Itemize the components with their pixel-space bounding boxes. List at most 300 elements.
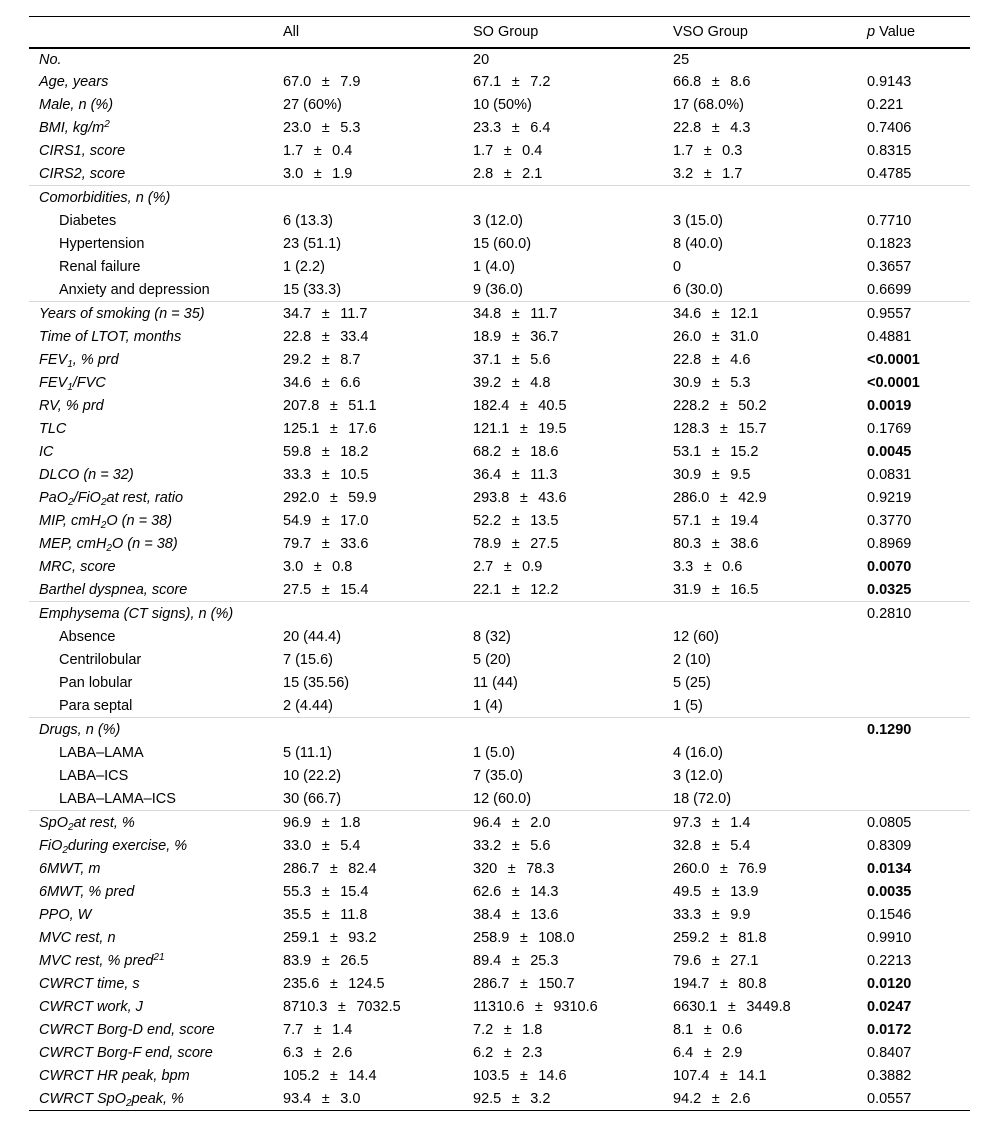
table-row: [29, 94, 970, 117]
row-label: [29, 835, 283, 858]
value-sd: 6.4: [530, 120, 551, 136]
cell-so-group: [473, 302, 673, 326]
value-mean: 286.0: [673, 490, 710, 506]
plus-minus: ±: [511, 444, 520, 460]
table-row: [29, 858, 970, 881]
plus-minus: ±: [329, 861, 338, 877]
cell-p-value: 0.8309: [867, 838, 912, 854]
table-row: [29, 1019, 970, 1042]
plus-minus: ±: [711, 375, 720, 391]
plus-minus: ±: [321, 907, 330, 923]
plus-minus: ±: [719, 976, 728, 992]
plus-minus: ±: [321, 375, 330, 391]
value-mean: 68.2: [473, 444, 502, 460]
cell-so-group: [473, 927, 673, 950]
value-mean: 59.8: [283, 444, 312, 460]
label-text: SpO: [39, 814, 69, 831]
plus-minus: ±: [321, 120, 330, 136]
cell-all: [283, 140, 473, 163]
value-mean: 107.4: [673, 1068, 710, 1084]
value-mean: 258.9: [473, 930, 510, 946]
cell-p-value: 0.0035: [867, 884, 912, 900]
value-sd: 40.5: [538, 398, 567, 414]
cell-all: [283, 858, 473, 881]
label-text: LABA–LAMA–ICS: [59, 790, 176, 807]
value-mean: 2.8: [473, 165, 494, 182]
value-sd: 150.7: [538, 976, 575, 992]
label-text: BMI, kg/m: [39, 120, 105, 136]
value-sd: 108.0: [538, 930, 575, 946]
plus-minus: ±: [511, 375, 520, 391]
value-sd: 11.3: [530, 467, 558, 483]
plus-minus: ±: [321, 581, 330, 598]
row-label: [29, 950, 283, 973]
label-text: MVC rest, n: [39, 930, 116, 946]
value-sd: 14.1: [738, 1068, 767, 1084]
table-row: [29, 602, 970, 626]
cell-p-value: [867, 649, 970, 672]
label-text: Absence: [59, 629, 116, 645]
value-sd: 82.4: [348, 861, 377, 877]
value-sd: 0.8: [332, 559, 353, 575]
value-mean: 6.3: [283, 1045, 304, 1061]
row-label: [29, 927, 283, 950]
table-body: [29, 48, 970, 1111]
cell-all: [283, 996, 473, 1019]
value-mean: 125.1: [283, 421, 320, 437]
cell-p-value: [867, 186, 970, 210]
cell-vso-group: [673, 1088, 867, 1111]
label-text: CIRS2, score: [39, 165, 126, 182]
plus-minus: ±: [719, 421, 728, 437]
row-label: [29, 48, 283, 71]
table-row: [29, 811, 970, 835]
value-sd: 8.7: [340, 352, 361, 368]
cell-p-value: 0.221: [867, 97, 904, 113]
table-row: [29, 372, 970, 395]
cell-all: [283, 372, 473, 395]
row-label: [29, 672, 283, 695]
table-row: [29, 279, 970, 302]
cell-all: [283, 533, 473, 556]
cell-p-value: [867, 626, 970, 649]
cell-vso-group: 18 (72.0): [673, 790, 732, 807]
value-mean: 259.2: [673, 930, 710, 946]
label-text: CIRS1, score: [39, 143, 126, 159]
label-text: IC: [39, 444, 54, 460]
value-sd: 3.0: [340, 1090, 361, 1107]
row-label: [29, 163, 283, 186]
row-label: [29, 556, 283, 579]
cell-p-value: 0.4881: [867, 329, 912, 345]
cell-p-value: 0.9143: [867, 74, 912, 90]
value-sd: 0.6: [722, 1022, 743, 1038]
value-mean: 1.7: [283, 143, 304, 159]
plus-minus: ±: [711, 953, 720, 969]
value-mean: 33.2: [473, 838, 502, 854]
cell-p-value: 0.0247: [867, 999, 912, 1015]
cell-vso-group: 4 (16.0): [673, 745, 723, 761]
cell-all: 2 (4.44): [283, 697, 333, 714]
plus-minus: ±: [711, 536, 720, 552]
value-sd: 3.2: [530, 1090, 551, 1107]
value-mean: 27.5: [283, 581, 312, 598]
value-mean: 3.2: [673, 165, 694, 182]
row-label: [29, 602, 283, 626]
label-text: CWRCT work, J: [39, 999, 143, 1015]
row-label: [29, 210, 283, 233]
value-mean: 36.4: [473, 467, 502, 483]
row-label: [29, 788, 283, 811]
value-mean: 92.5: [473, 1090, 502, 1107]
cell-all: [283, 973, 473, 996]
plus-minus: ±: [503, 143, 512, 159]
value-sd: 2.3: [522, 1045, 543, 1061]
table-row: [29, 835, 970, 858]
label-text-after: at rest, ratio: [106, 490, 184, 506]
label-text: FiO: [39, 838, 63, 854]
value-mean: 89.4: [473, 953, 502, 969]
cell-so-group: 12 (60.0): [473, 790, 532, 807]
value-mean: 93.4: [283, 1090, 312, 1107]
cell-all: [283, 556, 473, 579]
plus-minus: ±: [511, 536, 520, 552]
cell-so-group: [473, 395, 673, 418]
cell-vso-group: [673, 556, 867, 579]
cell-so-group: [473, 881, 673, 904]
plus-minus: ±: [711, 352, 720, 368]
plus-minus: ±: [703, 143, 712, 159]
cell-all: [283, 835, 473, 858]
cell-so-group: [473, 996, 673, 1019]
value-sd: 2.6: [730, 1090, 751, 1107]
row-label: [29, 742, 283, 765]
plus-minus: ±: [321, 953, 330, 969]
value-mean: 38.4: [473, 907, 502, 923]
value-sd: 59.9: [348, 490, 377, 506]
cell-all: [283, 117, 473, 140]
cell-vso-group: [673, 186, 867, 210]
plus-minus: ±: [711, 305, 720, 322]
label-text: Years of smoking (n = 35): [39, 305, 205, 322]
plus-minus: ±: [321, 1090, 330, 1107]
cell-so-group: 10 (50%): [473, 97, 532, 113]
plus-minus: ±: [313, 143, 322, 159]
cell-vso-group: [673, 140, 867, 163]
value-mean: 83.9: [283, 953, 312, 969]
value-mean: 79.6: [673, 953, 702, 969]
plus-minus: ±: [511, 953, 520, 969]
value-sd: 11.7: [530, 305, 558, 322]
cell-so-group: 1 (4.0): [473, 259, 515, 275]
plus-minus: ±: [313, 559, 322, 575]
value-sd: 78.3: [526, 861, 555, 877]
value-sd: 2.1: [522, 165, 543, 182]
value-sd: 5.6: [530, 838, 551, 854]
header-p-text: Value: [879, 23, 916, 40]
label-subscript: 2: [126, 1097, 132, 1109]
label-text: CWRCT Borg-D end, score: [39, 1022, 215, 1038]
table-row: [29, 510, 970, 533]
cell-so-group: 11 (44): [473, 675, 518, 691]
value-sd: 15.2: [730, 444, 759, 460]
cell-so-group: 8 (32): [473, 629, 511, 645]
value-sd: 80.8: [738, 976, 767, 992]
table-row: [29, 395, 970, 418]
row-label: [29, 765, 283, 788]
table-row: [29, 349, 970, 372]
value-mean: 54.9: [283, 513, 312, 529]
table-row: [29, 302, 970, 326]
cell-vso-group: [673, 71, 867, 94]
table-row: [29, 1042, 970, 1065]
value-mean: 22.1: [473, 581, 502, 598]
value-sd: 0.4: [332, 143, 353, 159]
plus-minus: ±: [511, 581, 520, 598]
label-text: RV, % prd: [39, 398, 104, 414]
cell-p-value: 0.2213: [867, 953, 912, 969]
cell-vso-group: [673, 464, 867, 487]
cell-p-value: [867, 672, 970, 695]
value-mean: 293.8: [473, 490, 510, 506]
value-mean: 128.3: [673, 421, 710, 437]
cell-vso-group: [673, 418, 867, 441]
table-row: [29, 464, 970, 487]
value-sd: 2.0: [530, 814, 551, 831]
cell-p-value: 0.9557: [867, 302, 970, 326]
cell-so-group: [473, 441, 673, 464]
row-label: [29, 395, 283, 418]
cell-so-group: [473, 372, 673, 395]
cell-so-group: 9 (36.0): [473, 281, 523, 298]
table-row: [29, 256, 970, 279]
row-label: [29, 579, 283, 602]
value-mean: 97.3: [673, 814, 702, 831]
value-mean: 53.1: [673, 444, 702, 460]
plus-minus: ±: [329, 421, 338, 437]
row-label: [29, 533, 283, 556]
plus-minus: ±: [711, 444, 720, 460]
value-mean: 22.8: [673, 352, 702, 368]
label-text: LABA–LAMA: [59, 745, 144, 761]
row-label: [29, 233, 283, 256]
plus-minus: ±: [711, 513, 720, 529]
label-text-mid: /FiO: [73, 490, 101, 506]
cell-vso-group: [673, 349, 867, 372]
value-sd: 36.7: [530, 329, 559, 345]
cell-p-value: 0.0070: [867, 559, 912, 575]
plus-minus: ±: [511, 1090, 520, 1107]
value-mean: 8710.3: [283, 999, 328, 1015]
row-label: [29, 441, 283, 464]
plus-minus: ±: [711, 1090, 720, 1107]
cell-vso-group: 8 (40.0): [673, 236, 723, 252]
value-mean: 228.2: [673, 398, 710, 414]
plus-minus: ±: [519, 421, 528, 437]
row-label: [29, 718, 283, 742]
value-sd: 18.2: [340, 444, 369, 460]
value-sd: 9310.6: [553, 999, 598, 1015]
value-sd: 51.1: [348, 398, 377, 414]
cell-all: [283, 48, 473, 71]
value-sd: 6.6: [340, 375, 361, 391]
plus-minus: ±: [511, 907, 520, 923]
plus-minus: ±: [321, 305, 330, 322]
header-p-italic: p: [867, 23, 876, 40]
cell-vso-group: [673, 487, 867, 510]
plus-minus: ±: [519, 930, 528, 946]
value-sd: 19.5: [538, 421, 567, 437]
cell-p-value: 0.0805: [867, 811, 970, 835]
cell-all: [283, 904, 473, 927]
plus-minus: ±: [329, 976, 338, 992]
cell-p-value: 0.8969: [867, 536, 912, 552]
value-sd: 4.6: [730, 352, 751, 368]
value-mean: 23.0: [283, 120, 312, 136]
plus-minus: ±: [321, 467, 330, 483]
value-sd: 11.8: [340, 907, 368, 923]
cell-so-group: [473, 1019, 673, 1042]
cell-all: [283, 718, 473, 742]
cell-p-value: 0.0325: [867, 581, 912, 598]
value-sd: 11.7: [340, 305, 368, 322]
value-mean: 235.6: [283, 976, 320, 992]
plus-minus: ±: [329, 1068, 338, 1084]
header-so-group: SO Group: [473, 23, 539, 40]
value-mean: 32.8: [673, 838, 702, 854]
value-sd: 13.9: [730, 884, 759, 900]
plus-minus: ±: [703, 1022, 712, 1038]
cell-vso-group: 0: [673, 259, 682, 275]
cell-p-value: 0.2810: [867, 602, 970, 626]
label-text: LABA–ICS: [59, 768, 129, 784]
value-sd: 26.5: [340, 953, 369, 969]
cell-vso-group: [673, 835, 867, 858]
cell-vso-group: [673, 163, 867, 186]
label-text: CWRCT HR peak, bpm: [39, 1068, 190, 1084]
value-mean: 6630.1: [673, 999, 718, 1015]
plus-minus: ±: [321, 536, 330, 552]
label-text: PaO: [39, 490, 69, 506]
cell-p-value: 0.0045: [867, 444, 912, 460]
value-sd: 1.9: [332, 165, 353, 182]
cell-vso-group: [673, 858, 867, 881]
cell-so-group: [473, 418, 673, 441]
value-sd: 17.0: [340, 513, 369, 529]
label-subscript: 2: [62, 845, 68, 856]
value-mean: 94.2: [673, 1090, 702, 1107]
cell-p-value: 0.7406: [867, 120, 912, 136]
row-label: [29, 117, 283, 140]
plus-minus: ±: [711, 329, 720, 345]
cell-all: [283, 579, 473, 602]
label-text-after: O (n = 38): [106, 513, 173, 529]
cell-vso-group: [673, 579, 867, 602]
label-text: Time of LTOT, months: [39, 329, 182, 345]
plus-minus: ±: [711, 884, 720, 900]
plus-minus: ±: [329, 930, 338, 946]
header-p-value: [867, 17, 970, 48]
label-text: Age, years: [39, 74, 109, 90]
cell-vso-group: [673, 326, 867, 349]
cell-so-group: 20: [473, 51, 490, 68]
cell-all: [283, 881, 473, 904]
value-mean: 260.0: [673, 861, 710, 877]
cell-so-group: [473, 533, 673, 556]
label-text-after: /FVC: [72, 375, 106, 391]
row-label: [29, 881, 283, 904]
plus-minus: ±: [337, 999, 346, 1015]
plus-minus: ±: [511, 305, 520, 322]
value-mean: 31.9: [673, 581, 702, 598]
row-label: [29, 811, 283, 835]
label-text: TLC: [39, 421, 67, 437]
value-sd: 5.3: [340, 120, 361, 136]
cell-all: [283, 1019, 473, 1042]
label-text: 6MWT, % pred: [39, 884, 135, 900]
cell-vso-group: 5 (25): [673, 675, 711, 691]
label-subscript: 1: [67, 382, 73, 393]
cell-p-value: [867, 742, 970, 765]
table-row: [29, 579, 970, 602]
cell-so-group: 5 (20): [473, 652, 511, 668]
plus-minus: ±: [711, 581, 720, 598]
row-label: [29, 71, 283, 94]
plus-minus: ±: [321, 884, 330, 900]
label-subscript: 2: [106, 543, 112, 554]
label-text: MRC, score: [39, 559, 116, 575]
plus-minus: ±: [511, 884, 520, 900]
value-mean: 22.8: [673, 120, 702, 136]
cell-all: 23 (51.1): [283, 236, 342, 252]
value-mean: 33.0: [283, 838, 312, 854]
plus-minus: ±: [719, 861, 728, 877]
value-sd: 9.5: [730, 467, 751, 483]
value-mean: 194.7: [673, 976, 710, 992]
cell-vso-group: [673, 1042, 867, 1065]
row-label: [29, 1019, 283, 1042]
cell-vso-group: [673, 996, 867, 1019]
value-mean: 26.0: [673, 329, 702, 345]
row-label: [29, 140, 283, 163]
cell-all: [283, 602, 473, 626]
cell-all: [283, 349, 473, 372]
plus-minus: ±: [511, 352, 520, 368]
table-row: [29, 904, 970, 927]
cell-all: [283, 1042, 473, 1065]
value-sd: 14.3: [530, 884, 559, 900]
value-sd: 0.6: [722, 559, 743, 575]
cell-so-group: [473, 487, 673, 510]
value-sd: 25.3: [530, 953, 559, 969]
label-text: MIP, cmH: [39, 513, 101, 529]
value-sd: 3449.8: [746, 999, 791, 1015]
plus-minus: ±: [711, 467, 720, 483]
cell-all: [283, 927, 473, 950]
cell-p-value: 0.0172: [867, 1022, 912, 1038]
label-text: Comorbidities, n (%): [39, 189, 171, 206]
value-sd: 27.1: [730, 953, 759, 969]
label-superscript: 21: [153, 952, 165, 963]
label-text: DLCO (n = 32): [39, 467, 134, 483]
value-mean: 286.7: [473, 976, 510, 992]
value-mean: 55.3: [283, 884, 312, 900]
cell-so-group: [473, 349, 673, 372]
value-sd: 27.5: [530, 536, 559, 552]
table-row: [29, 672, 970, 695]
cell-p-value: 0.3770: [867, 513, 912, 529]
plus-minus: ±: [313, 1045, 322, 1061]
